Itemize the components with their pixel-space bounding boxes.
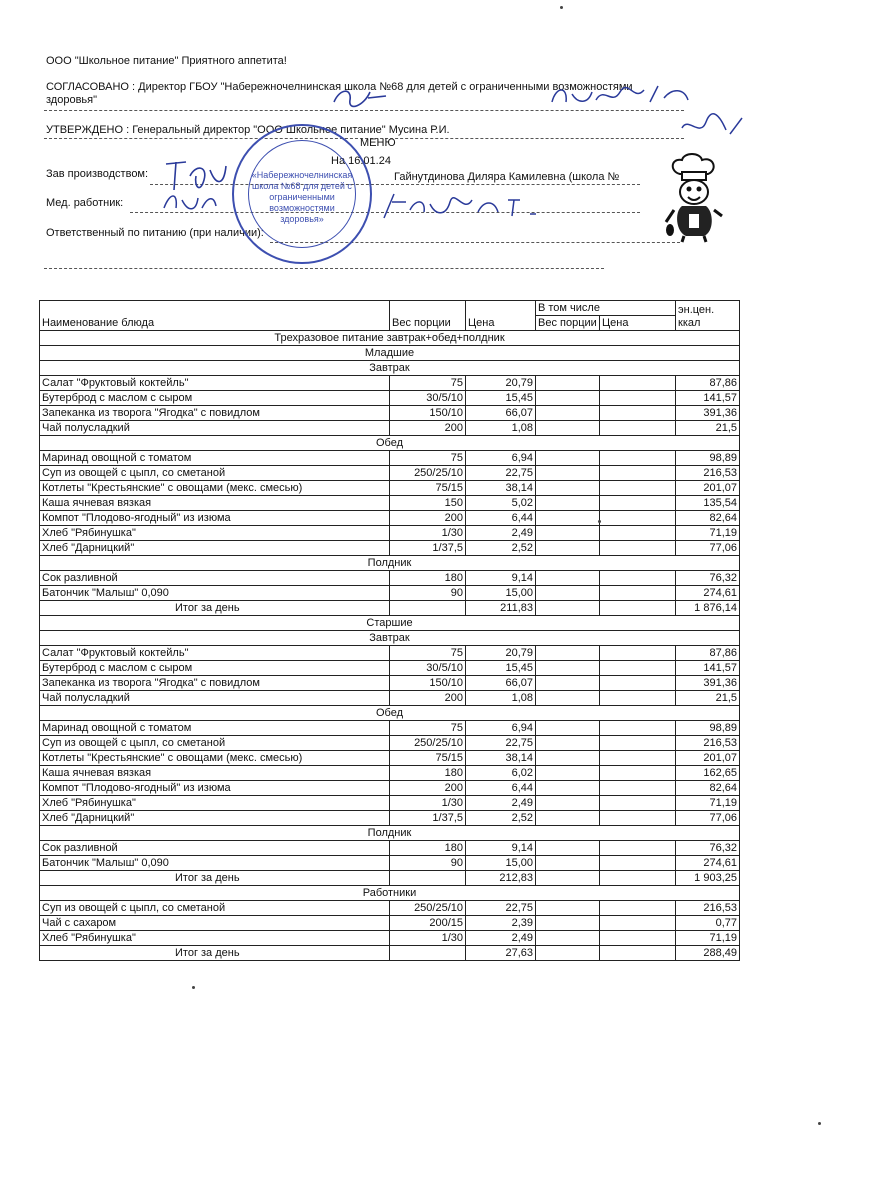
dish-sub-price	[600, 481, 676, 496]
table-row	[40, 931, 740, 946]
dish-price: 38,14	[466, 481, 536, 496]
dish-sub-price	[600, 586, 676, 601]
dish-weight: 75	[390, 451, 466, 466]
dish-name: Бутерброд с маслом с сыром	[40, 391, 390, 406]
table-row	[40, 796, 740, 811]
dish-price: 2,52	[466, 811, 536, 826]
section-label: Обед	[40, 436, 740, 451]
dish-name: Хлеб "Рябинушка"	[40, 796, 390, 811]
dish-kcal: 71,19	[676, 931, 740, 946]
table-row	[40, 841, 740, 856]
dish-price: 2,39	[466, 916, 536, 931]
total-weight-cell	[390, 601, 466, 616]
section-row	[40, 706, 740, 721]
dish-kcal: 21,5	[676, 691, 740, 706]
col-header-including: В том числе	[536, 301, 676, 316]
total-weight-cell	[390, 871, 466, 886]
dish-kcal: 162,65	[676, 766, 740, 781]
dish-sub-price	[600, 811, 676, 826]
dish-kcal: 82,64	[676, 781, 740, 796]
dish-sub-weight	[536, 736, 600, 751]
total-row	[40, 601, 740, 616]
company-name: ООО "Школьное питание" Приятного аппетита!	[46, 55, 287, 67]
dish-name: Каша ячневая вязкая	[40, 766, 390, 781]
table-row	[40, 856, 740, 871]
scan-speck	[598, 520, 601, 523]
dish-sub-price	[600, 856, 676, 871]
section-label: Завтрак	[40, 631, 740, 646]
dish-kcal: 216,53	[676, 901, 740, 916]
dish-weight: 150/10	[390, 676, 466, 691]
dish-sub-weight	[536, 481, 600, 496]
dish-sub-weight	[536, 751, 600, 766]
dish-name: Суп из овощей с цыпл, со сметаной	[40, 736, 390, 751]
dish-sub-weight	[536, 466, 600, 481]
dish-sub-price	[600, 406, 676, 421]
dish-price: 15,00	[466, 586, 536, 601]
section-row	[40, 346, 740, 361]
dish-sub-weight	[536, 721, 600, 736]
scan-speck	[818, 1122, 821, 1125]
dish-weight: 200/15	[390, 916, 466, 931]
dish-sub-price	[600, 541, 676, 556]
dish-weight: 1/37,5	[390, 541, 466, 556]
dish-sub-weight	[536, 586, 600, 601]
section-row	[40, 331, 740, 346]
table-row	[40, 781, 740, 796]
dish-name: Котлеты "Крестьянские" с овощами (мекс. смесью)	[40, 751, 390, 766]
dish-kcal: 274,61	[676, 856, 740, 871]
production-label: Зав производством:	[46, 168, 149, 180]
dish-weight: 180	[390, 571, 466, 586]
dish-weight: 180	[390, 841, 466, 856]
seal-text	[250, 170, 354, 225]
dish-price: 22,75	[466, 466, 536, 481]
menu-title: МЕНЮ	[360, 137, 396, 149]
dish-price: 2,49	[466, 526, 536, 541]
table-row	[40, 916, 740, 931]
dish-sub-price	[600, 466, 676, 481]
table-row	[40, 406, 740, 421]
dish-price: 5,02	[466, 496, 536, 511]
table-row	[40, 766, 740, 781]
section-label: Полдник	[40, 556, 740, 571]
col-header-sub-price: Цена	[600, 316, 676, 331]
col-header-energy	[676, 301, 740, 331]
col-header-weight: Вес порции	[390, 301, 466, 331]
table-row	[40, 691, 740, 706]
dish-name: Салат "Фруктовый коктейль"	[40, 646, 390, 661]
dish-price: 2,52	[466, 541, 536, 556]
dish-weight: 75	[390, 376, 466, 391]
dish-kcal: 82,64	[676, 511, 740, 526]
dish-sub-price	[600, 766, 676, 781]
dish-price: 20,79	[466, 376, 536, 391]
dish-kcal: 391,36	[676, 676, 740, 691]
dish-weight: 90	[390, 586, 466, 601]
table-row	[40, 571, 740, 586]
table-row	[40, 391, 740, 406]
dish-price: 6,94	[466, 451, 536, 466]
dish-sub-weight	[536, 841, 600, 856]
table-row	[40, 676, 740, 691]
total-price: 212,83	[466, 871, 536, 886]
dish-weight: 200	[390, 781, 466, 796]
seal-line: возможностями	[269, 203, 335, 213]
dish-price: 22,75	[466, 901, 536, 916]
dish-sub-weight	[536, 901, 600, 916]
section-label: Завтрак	[40, 361, 740, 376]
section-row	[40, 886, 740, 901]
dish-kcal: 98,89	[676, 721, 740, 736]
dish-sub-price	[600, 721, 676, 736]
section-row	[40, 826, 740, 841]
dish-sub-weight	[536, 376, 600, 391]
dish-weight: 1/30	[390, 796, 466, 811]
dish-sub-price	[600, 451, 676, 466]
table-row	[40, 421, 740, 436]
dish-sub-weight	[536, 691, 600, 706]
total-label: Итог за день	[40, 601, 390, 616]
dish-weight: 250/25/10	[390, 901, 466, 916]
section-label: Старшие	[40, 616, 740, 631]
total-row	[40, 871, 740, 886]
total-sub-weight-cell	[536, 601, 600, 616]
dish-name: Запеканка из творога "Ягодка" с повидлом	[40, 676, 390, 691]
section-row	[40, 361, 740, 376]
responsible-label: Ответственный по питанию (при наличии):	[46, 227, 264, 239]
signature-medic	[160, 188, 220, 216]
dish-kcal: 87,86	[676, 646, 740, 661]
dish-weight: 1/30	[390, 931, 466, 946]
dish-price: 6,44	[466, 511, 536, 526]
section-row	[40, 631, 740, 646]
table-row	[40, 496, 740, 511]
medic-label: Мед. работник:	[46, 197, 124, 209]
dish-kcal: 141,57	[676, 391, 740, 406]
section-row	[40, 556, 740, 571]
table-header-row	[40, 301, 740, 316]
table-row	[40, 586, 740, 601]
dish-sub-weight	[536, 406, 600, 421]
dish-weight: 150	[390, 496, 466, 511]
dish-weight: 1/30	[390, 526, 466, 541]
dish-sub-price	[600, 511, 676, 526]
section-label: Полдник	[40, 826, 740, 841]
total-sub-price-cell	[600, 601, 676, 616]
dish-sub-weight	[536, 781, 600, 796]
total-sub-weight-cell	[536, 871, 600, 886]
dish-sub-price	[600, 646, 676, 661]
production-name: Гайнутдинова Диляра Камилевна (школа №	[394, 171, 620, 183]
total-kcal: 288,49	[676, 946, 740, 961]
dish-kcal: 0,77	[676, 916, 740, 931]
table-row	[40, 466, 740, 481]
dish-weight: 250/25/10	[390, 736, 466, 751]
dish-weight: 180	[390, 766, 466, 781]
dish-price: 6,94	[466, 721, 536, 736]
dish-price: 15,45	[466, 661, 536, 676]
table-row	[40, 901, 740, 916]
dish-price: 6,44	[466, 781, 536, 796]
dish-price: 9,14	[466, 841, 536, 856]
dish-sub-weight	[536, 856, 600, 871]
dish-sub-price	[600, 526, 676, 541]
dish-sub-weight	[536, 421, 600, 436]
dish-sub-price	[600, 841, 676, 856]
organization-seal	[232, 124, 372, 264]
seal-line: ограниченными	[269, 192, 335, 202]
table-row	[40, 511, 740, 526]
dish-weight: 75/15	[390, 751, 466, 766]
dish-name: Маринад овощной с томатом	[40, 721, 390, 736]
signature-director	[330, 84, 390, 110]
col-header-sub-weight: Вес порции	[536, 316, 600, 331]
total-label: Итог за день	[40, 946, 390, 961]
table-row	[40, 736, 740, 751]
total-price: 27,63	[466, 946, 536, 961]
col-header-price: Цена	[466, 301, 536, 331]
section-label: Обед	[40, 706, 740, 721]
dish-price: 9,14	[466, 571, 536, 586]
dish-name: Маринад овощной с томатом	[40, 451, 390, 466]
dish-weight: 75	[390, 646, 466, 661]
dish-kcal: 87,86	[676, 376, 740, 391]
dish-price: 2,49	[466, 931, 536, 946]
table-row	[40, 451, 740, 466]
dish-sub-price	[600, 901, 676, 916]
dish-weight: 75/15	[390, 481, 466, 496]
table-row	[40, 811, 740, 826]
dish-price: 15,45	[466, 391, 536, 406]
dish-sub-price	[600, 751, 676, 766]
dish-sub-weight	[536, 676, 600, 691]
dish-kcal: 216,53	[676, 736, 740, 751]
dish-price: 15,00	[466, 856, 536, 871]
dish-sub-price	[600, 391, 676, 406]
dish-weight: 200	[390, 511, 466, 526]
dish-weight: 30/5/10	[390, 661, 466, 676]
menu-table	[39, 300, 740, 961]
dish-sub-price	[600, 571, 676, 586]
dish-kcal: 216,53	[676, 466, 740, 481]
dish-sub-weight	[536, 766, 600, 781]
dish-sub-price	[600, 691, 676, 706]
dish-kcal: 201,07	[676, 481, 740, 496]
dish-name: Батончик "Малыш" 0,090	[40, 856, 390, 871]
scan-speck	[560, 6, 563, 9]
dish-name: Котлеты "Крестьянские" с овощами (мекс. смесью)	[40, 481, 390, 496]
dish-weight: 200	[390, 421, 466, 436]
seal-line: здоровья»	[280, 214, 324, 224]
dish-kcal: 71,19	[676, 796, 740, 811]
dish-name: Салат "Фруктовый коктейль"	[40, 376, 390, 391]
dish-sub-price	[600, 916, 676, 931]
dish-name: Хлеб "Рябинушка"	[40, 526, 390, 541]
approved-line: УТВЕРЖДЕНО : Генеральный директор "ООО Школьное питание" Мусина Р.И.	[46, 124, 450, 136]
dish-weight: 1/37,5	[390, 811, 466, 826]
table-row	[40, 661, 740, 676]
dish-sub-price	[600, 421, 676, 436]
dish-kcal: 135,54	[676, 496, 740, 511]
menu-date: На 16.01.24	[331, 155, 391, 167]
dish-price: 6,02	[466, 766, 536, 781]
dish-name: Хлеб "Дарницкий"	[40, 541, 390, 556]
seal-line: «Набережночелнинская	[251, 170, 353, 180]
table-row	[40, 541, 740, 556]
dish-kcal: 274,61	[676, 586, 740, 601]
dish-name: Суп из овощей с цыпл, со сметаной	[40, 901, 390, 916]
dish-kcal: 141,57	[676, 661, 740, 676]
total-price: 211,83	[466, 601, 536, 616]
dish-sub-price	[600, 796, 676, 811]
dish-name: Батончик "Малыш" 0,090	[40, 586, 390, 601]
dish-price: 1,08	[466, 421, 536, 436]
dish-kcal: 76,32	[676, 571, 740, 586]
section-label: Младшие	[40, 346, 740, 361]
dish-weight: 150/10	[390, 406, 466, 421]
dish-sub-price	[600, 676, 676, 691]
dish-sub-weight	[536, 391, 600, 406]
signature-director-name	[548, 80, 698, 112]
dish-kcal: 77,06	[676, 541, 740, 556]
dish-kcal: 76,32	[676, 841, 740, 856]
dish-price: 66,07	[466, 676, 536, 691]
total-weight-cell	[390, 946, 466, 961]
signature-medic-name	[380, 190, 550, 224]
dish-price: 20,79	[466, 646, 536, 661]
total-sub-price-cell	[600, 871, 676, 886]
section-label: Работники	[40, 886, 740, 901]
dish-sub-price	[600, 781, 676, 796]
extra-dotted-line	[44, 268, 604, 269]
dish-sub-price	[600, 496, 676, 511]
dish-weight: 75	[390, 721, 466, 736]
col-header-name: Наименование блюда	[40, 301, 390, 331]
dish-name: Хлеб "Дарницкий"	[40, 811, 390, 826]
dish-name: Сок разливной	[40, 571, 390, 586]
dish-kcal: 201,07	[676, 751, 740, 766]
dish-name: Суп из овощей с цыпл, со сметаной	[40, 466, 390, 481]
dish-name: Запеканка из творога "Ягодка" с повидлом	[40, 406, 390, 421]
dish-sub-weight	[536, 511, 600, 526]
table-row	[40, 721, 740, 736]
dish-sub-weight	[536, 571, 600, 586]
dish-sub-weight	[536, 541, 600, 556]
dish-sub-weight	[536, 931, 600, 946]
dish-sub-weight	[536, 916, 600, 931]
dish-name: Чай полусладкий	[40, 691, 390, 706]
menu-table-body	[40, 301, 740, 961]
dish-sub-price	[600, 931, 676, 946]
dish-sub-price	[600, 661, 676, 676]
dish-name: Каша ячневая вязкая	[40, 496, 390, 511]
dish-kcal: 71,19	[676, 526, 740, 541]
dish-sub-weight	[536, 811, 600, 826]
section-row	[40, 436, 740, 451]
table-row	[40, 376, 740, 391]
dish-sub-weight	[536, 796, 600, 811]
dish-price: 22,75	[466, 736, 536, 751]
dish-kcal: 77,06	[676, 811, 740, 826]
total-sub-weight-cell	[536, 946, 600, 961]
dish-name: Чай с сахаром	[40, 916, 390, 931]
total-kcal: 1 903,25	[676, 871, 740, 886]
total-sub-price-cell	[600, 946, 676, 961]
dish-price: 2,49	[466, 796, 536, 811]
dish-sub-price	[600, 736, 676, 751]
dish-name: Компот "Плодово-ягодный" из изюма	[40, 511, 390, 526]
dish-name: Бутерброд с маслом с сыром	[40, 661, 390, 676]
agreed-line-1: СОГЛАСОВАНО : Директор ГБОУ "Набережночелнинская школа №68 для детей с ограниченными возможностями	[46, 81, 633, 93]
total-label: Итог за день	[40, 871, 390, 886]
dish-price: 38,14	[466, 751, 536, 766]
dish-kcal: 391,36	[676, 406, 740, 421]
dish-weight: 30/5/10	[390, 391, 466, 406]
dish-weight: 250/25/10	[390, 466, 466, 481]
dish-name: Чай полусладкий	[40, 421, 390, 436]
scan-speck	[192, 986, 195, 989]
dish-sub-weight	[536, 496, 600, 511]
table-row	[40, 481, 740, 496]
dish-kcal: 21,5	[676, 421, 740, 436]
dish-name: Компот "Плодово-ягодный" из изюма	[40, 781, 390, 796]
dish-sub-weight	[536, 646, 600, 661]
seal-line: школа №68 для детей с	[252, 181, 352, 191]
agreed-line-2: здоровья"	[46, 94, 98, 106]
dish-price: 1,08	[466, 691, 536, 706]
section-label: Трехразовое питание завтрак+обед+полдник	[40, 331, 740, 346]
dish-sub-weight	[536, 526, 600, 541]
dish-sub-price	[600, 376, 676, 391]
section-row	[40, 616, 740, 631]
total-row	[40, 946, 740, 961]
total-kcal: 1 876,14	[676, 601, 740, 616]
table-row	[40, 646, 740, 661]
chef-mascot-icon	[664, 152, 724, 244]
dish-name: Сок разливной	[40, 841, 390, 856]
dish-price: 66,07	[466, 406, 536, 421]
dish-weight: 200	[390, 691, 466, 706]
dish-kcal: 98,89	[676, 451, 740, 466]
dish-sub-weight	[536, 661, 600, 676]
dish-weight: 90	[390, 856, 466, 871]
dish-sub-weight	[536, 451, 600, 466]
col-header-energy-line1: эн.цен.	[678, 304, 715, 316]
dish-name: Хлеб "Рябинушка"	[40, 931, 390, 946]
signature-general-director	[676, 112, 746, 140]
table-row	[40, 526, 740, 541]
col-header-energy-line2: ккал	[678, 317, 701, 329]
table-row	[40, 751, 740, 766]
